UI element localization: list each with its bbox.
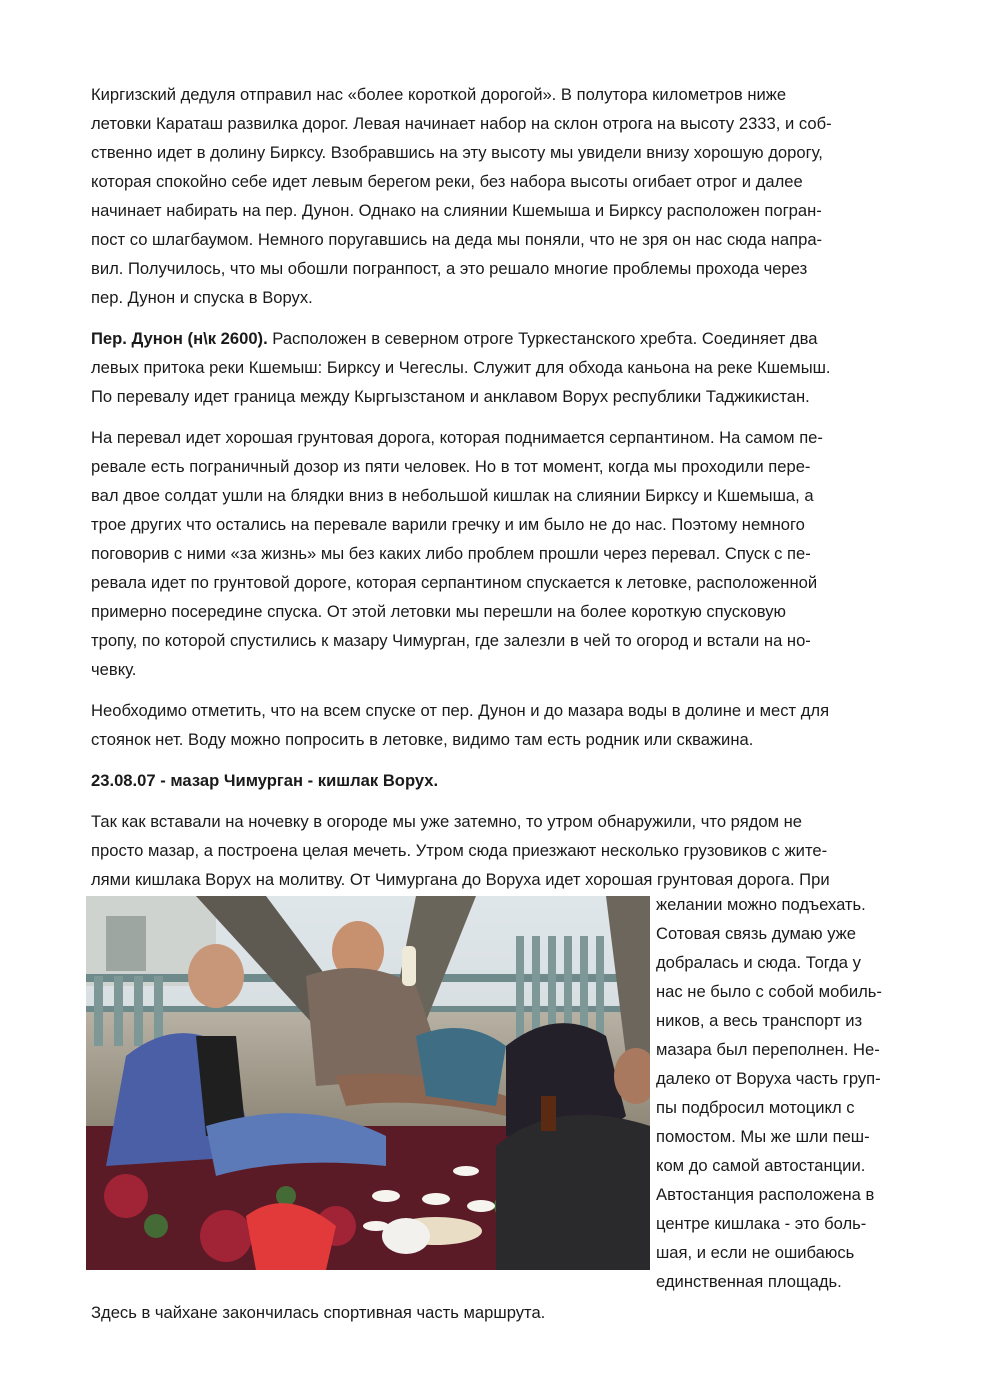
text-line: которая спокойно себе идет левым берегом реки, без набора высоты огибает отрог и далее	[91, 172, 803, 191]
text-line: лями кишлака Ворух на молитву. От Чимургана до Воруха идет хорошая грунтовая дорога. При	[91, 870, 830, 889]
photo-side-text	[656, 890, 916, 1296]
text-line: летовки Караташ развилка дорог. Левая начинает набор на склон отрога на высоту 2333, и соб-	[91, 114, 832, 133]
text-line: мазара был переполнен. Не-	[656, 1040, 880, 1059]
text-line: Автостанция расположена в	[656, 1185, 875, 1204]
text-line: просто мазар, а построена целая мечеть. Утром сюда приезжают несколько грузовиков с жите-	[91, 841, 828, 860]
text-line: пост со шлагбаумом. Немного поругавшись на деда мы поняли, что не зря он нас сюда напра-	[91, 230, 823, 249]
pass-title: Пер. Дунон (н\к 2600).	[91, 329, 268, 348]
text-line: вал двое солдат ушли на блядки вниз в небольшой кишлак на слиянии Бирксу и Кшемыша, а	[91, 486, 814, 505]
text-line: единственная площадь.	[656, 1272, 842, 1291]
text-line: ревала идет по грунтовой дороге, которая серпантином спускается к летовке, расположенной	[91, 573, 818, 592]
travel-photo	[86, 896, 650, 1270]
paragraph-pass-crossing	[91, 423, 906, 684]
text-line: Сотовая связь думаю уже	[656, 924, 857, 943]
text-line: ком до самой автостанции.	[656, 1156, 866, 1175]
text-line: трое других что остались на перевале варили гречку и им было не до нас. Поэтому немного	[91, 515, 805, 534]
text-line: ственно идет в долину Бирксу. Взобравшись на эту высоту мы увидели внизу хорошую дорогу,	[91, 143, 823, 162]
text-line: желании можно подъехать.	[656, 895, 866, 914]
text-line: Необходимо отметить, что на всем спуске от пер. Дунон и до мазара воды в долине и мест для	[91, 701, 830, 720]
day-heading: 23.08.07 - мазар Чимурган - кишлак Ворух.	[91, 771, 439, 790]
text-line	[91, 324, 906, 353]
text-line: стоянок нет. Воду можно попросить в летовке, видимо там есть родник или скважина.	[91, 730, 754, 749]
closing-sentence: Здесь в чайхане закончилась спортивная часть маршрута.	[91, 1303, 546, 1322]
photo-with-text	[91, 895, 906, 1322]
text-line: шая, и если не ошибаюсь	[656, 1243, 855, 1262]
text-line: вил. Получилось, что мы обошли погранпост, а это решало многие проблемы прохода через	[91, 259, 808, 278]
text-line: начинает набирать на пер. Дунон. Однако на слиянии Кшемыша и Бирксу расположен погран-	[91, 201, 822, 220]
text-line: помостом. Мы же шли пеш-	[656, 1127, 870, 1146]
paragraph-route-choice	[91, 80, 906, 312]
paragraph-morning	[91, 807, 906, 894]
text-line: центре кишлака - это боль-	[656, 1214, 867, 1233]
paragraph-pass-dunon	[91, 324, 906, 411]
text-line: пер. Дунон и спуска в Ворух.	[91, 288, 313, 307]
text-line: На перевал идет хорошая грунтовая дорога, которая поднимается серпантином. На самом пе-	[91, 428, 823, 447]
text-line: тропу, по которой спустились к мазару Чимурган, где залезли в чей то огород и встали на но-	[91, 631, 811, 650]
text-line: ников, а весь транспорт из	[656, 1011, 863, 1030]
text-line: нас не было с собой мобиль-	[656, 982, 882, 1001]
text-line: По перевалу идет граница между Кыргызстаном и анклавом Ворух республики Таджикистан.	[91, 387, 810, 406]
paragraph-water-note	[91, 696, 906, 754]
text-line: добралась и сюда. Тогда у	[656, 953, 861, 972]
text-line: далеко от Воруха часть груп-	[656, 1069, 881, 1088]
pass-description-start: Расположен в северном отроге Туркестанского хребта. Соединяет два	[267, 329, 818, 348]
text-line: Киргизский дедуля отправил нас «более короткой дорогой». В полутора километров ниже	[91, 85, 787, 104]
text-line: ревале есть пограничный дозор из пяти человек. Но в тот момент, когда мы проходили пере-	[91, 457, 811, 476]
text-line: Так как вставали на ночевку в огороде мы уже затемно, то утром обнаружили, что рядом не	[91, 812, 803, 831]
text-line: поговорив с ними «за жизнь» мы без каких либо проблем прошли через перевал. Спуск с пе-	[91, 544, 811, 563]
text-line: левых притока реки Кшемыш: Бирксу и Чегеслы. Служит для обхода каньона на реке Кшемыш.	[91, 358, 831, 377]
text-line: пы подбросил мотоцикл с	[656, 1098, 855, 1117]
text-line: чевку.	[91, 660, 137, 679]
text-line: примерно посередине спуска. От этой летовки мы перешли на более короткую спусковую	[91, 602, 786, 621]
